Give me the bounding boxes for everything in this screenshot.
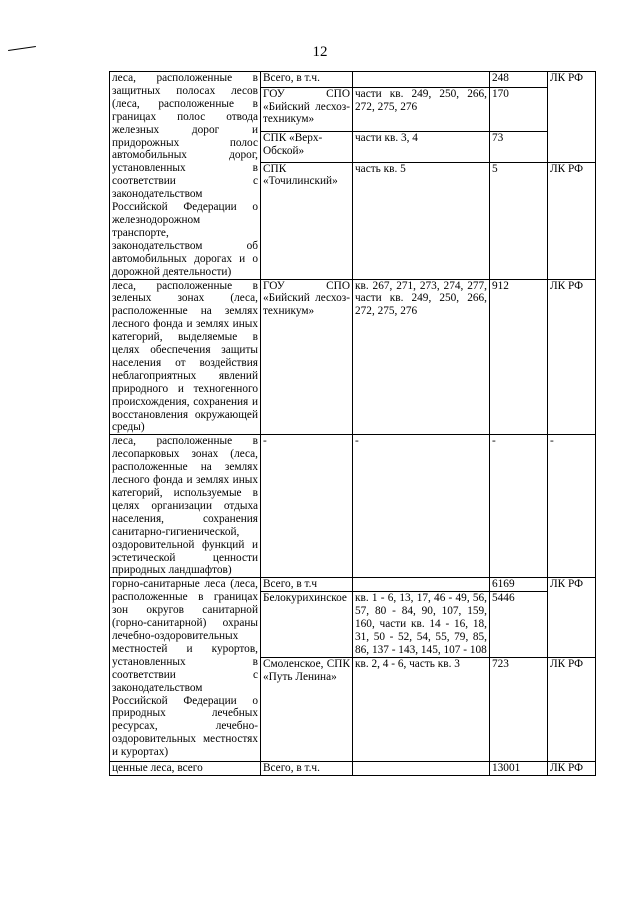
quarters-cell: кв. 267, 271, 273, 274, 277, части кв. 249, 250, 266, 272, 275, 276 — [353, 279, 490, 435]
category-cell: ценные леса, всего — [110, 761, 261, 775]
table-row — [110, 435, 596, 578]
category-cell: леса, расположенные в защитных полосах лесов (леса, расположенные в границах полос отвода железных дорог и придорожных полос автомобильных дорог, установленных в соответствии с законодательством Российской Федерации о железнодорожном транспорте, законодательством об автомобильных дорогах и о дорожной деятельности) — [110, 72, 261, 280]
owner-cell: - — [261, 435, 353, 578]
area-cell: 5446 — [490, 592, 548, 658]
quarters-cell — [353, 761, 490, 775]
basis-cell: ЛК РФ — [548, 578, 596, 657]
owner-cell: ГОУ СПО «Бийский лесхоз-техникум» — [261, 279, 353, 435]
quarters-cell: части кв. 249, 250, 266, 272, 275, 276 — [353, 87, 490, 132]
basis-cell: ЛК РФ — [548, 761, 596, 775]
basis-cell: - — [548, 435, 596, 578]
table-row — [110, 578, 596, 592]
area-cell: - — [490, 435, 548, 578]
owner-cell: Белокурихинское — [261, 592, 353, 658]
owner-cell: Всего, в т.ч — [261, 578, 353, 592]
category-cell: леса, расположенные в зеленых зонах (леса, расположенные на землях лесного фонда и землях иных категорий, выделяемые в целях обеспечения защиты населения от воздействия неблагоприятных явлений природного и техногенного происхождения, сохранения и восстановления окружающей среды) — [110, 279, 261, 435]
page-number: 12 — [312, 44, 328, 60]
quarters-cell: части кв. 3, 4 — [353, 132, 490, 162]
quarters-cell — [353, 72, 490, 88]
quarters-cell: часть кв. 5 — [353, 162, 490, 279]
basis-cell: ЛК РФ — [548, 72, 596, 163]
table-row — [110, 761, 596, 775]
basis-cell: ЛК РФ — [548, 279, 596, 435]
area-cell: 248 — [490, 72, 548, 88]
table-row — [110, 72, 596, 88]
area-cell: 170 — [490, 87, 548, 132]
area-cell: 5 — [490, 162, 548, 279]
table-row — [110, 279, 596, 435]
basis-cell: ЛК РФ — [548, 162, 596, 279]
quarters-cell: кв. 1 - 6, 13, 17, 46 - 49, 56, 57, 80 - 84, 90, 107, 159, 160, части кв. 14 - 16, 18, 31, 50 - 52, 54, 55, 79, 85, 86, 137 - 143, 145, 107 - 108 — [353, 592, 490, 658]
area-cell: 73 — [490, 132, 548, 162]
forest-protection-table — [109, 71, 596, 776]
area-cell: 13001 — [490, 761, 548, 775]
quarters-cell: - — [353, 435, 490, 578]
owner-cell: СПК «Верх-Обской» — [261, 132, 353, 162]
owner-cell: Всего, в т.ч. — [261, 72, 353, 88]
category-cell: леса, расположенные в лесопарковых зонах (леса, расположенные на землях лесного фонда и землях иных категорий, используемые в целях организации отдыха населения, сохранения санитарно-гигиенической, оздоровительной функций и эстетической ценности природных ландшафтов) — [110, 435, 261, 578]
owner-cell: Смоленское, СПК «Путь Ленина» — [261, 657, 353, 761]
owner-cell: ГОУ СПО «Бийский лесхоз-техникум» — [261, 87, 353, 132]
area-cell: 723 — [490, 657, 548, 761]
category-cell: горно-санитарные леса (леса, расположенные в границах зон округов санитарной (горно-санитарной) охраны лечебно-оздоровительных местностей и курортов, установленных в соответствии с законодательством Российской Федерации о природных лечебных ресурсах, лечебно-оздоровительных местностях и курортах) — [110, 578, 261, 761]
quarters-cell: кв. 2, 4 - 6, часть кв. 3 — [353, 657, 490, 761]
owner-cell: СПК «Точилинский» — [261, 162, 353, 279]
owner-cell: Всего, в т.ч. — [261, 761, 353, 775]
area-cell: 6169 — [490, 578, 548, 592]
quarters-cell — [353, 578, 490, 592]
area-cell: 912 — [490, 279, 548, 435]
basis-cell: ЛК РФ — [548, 657, 596, 761]
